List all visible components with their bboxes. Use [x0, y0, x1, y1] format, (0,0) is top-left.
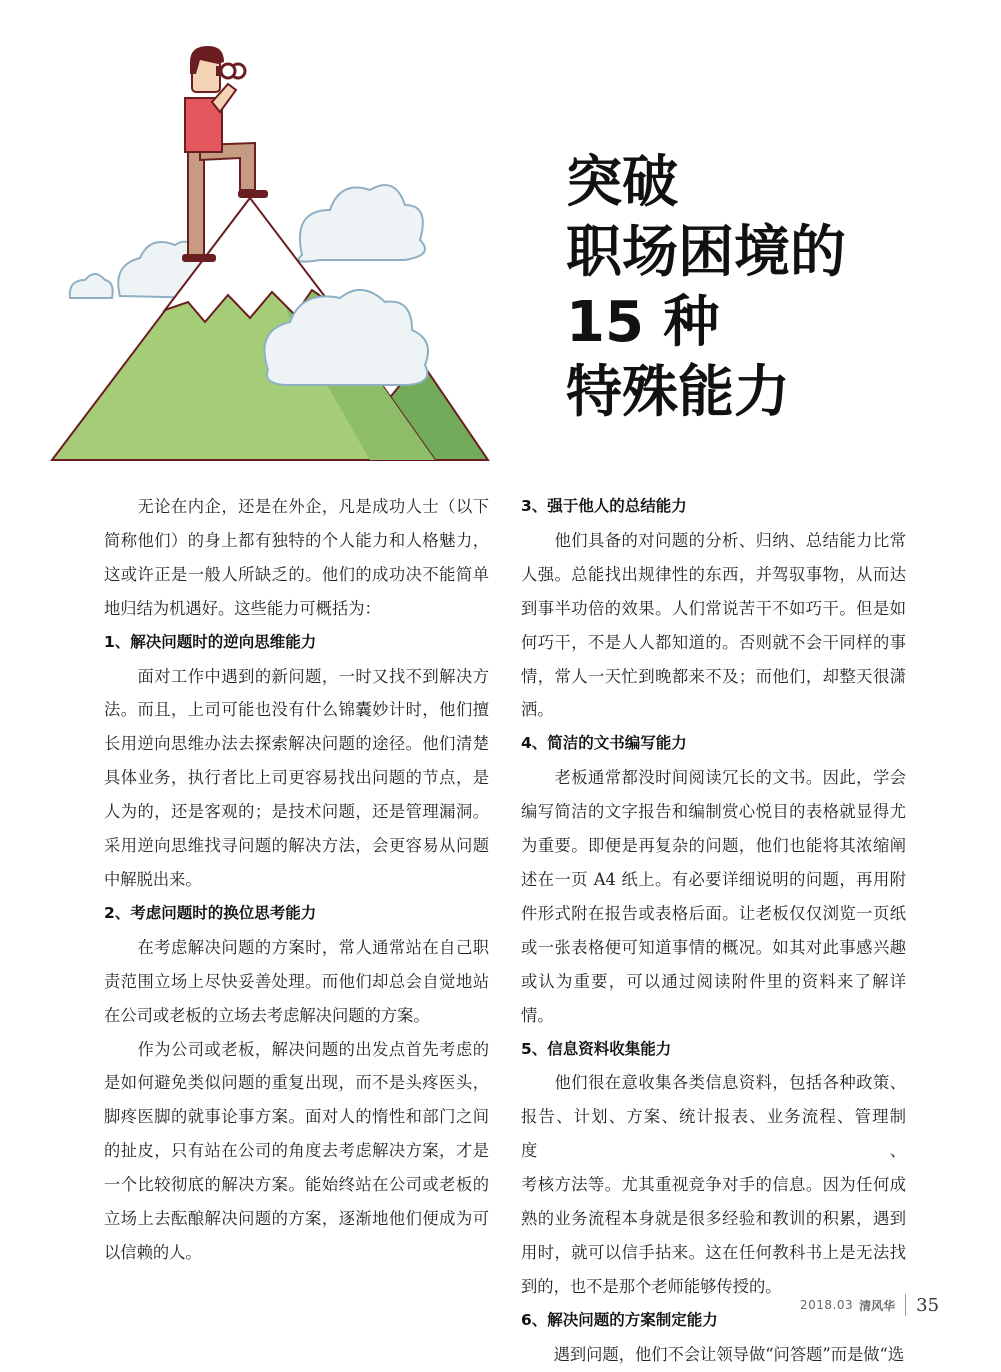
- paragraph: [104, 931, 489, 1033]
- text-line: 脚疼医脚的就事论事方案。面对人的惰性和部门之间: [104, 1107, 489, 1127]
- text-line: 用时，就可以信手拈来。这在任何教科书上是无法找: [521, 1242, 906, 1262]
- page-number: 35: [916, 1294, 940, 1316]
- text-line: 何巧干，不是人人都知道的。否则就不会干同样的事: [521, 632, 906, 652]
- issue-date: 2018.03: [800, 1298, 854, 1312]
- text-line: 作为公司或老板，解决问题的出发点首先考虑的: [104, 1039, 489, 1059]
- section-heading: 6、解决问题的方案制定能力: [521, 1310, 718, 1329]
- text-line: 法。而且，上司可能也没有什么锦囊妙计时，他们擅: [104, 700, 489, 720]
- text-line: 老板通常都没时间阅读冗长的文书。因此，学会: [521, 768, 906, 788]
- text-line: 无论在内企，还是在外企，凡是成功人士（以下: [104, 497, 489, 516]
- text-line: 人强。总能找出规律性的东西，并驾驭事物，从而达: [521, 564, 906, 584]
- paragraph: [104, 660, 489, 897]
- text-line: 中解脱出来。: [104, 869, 202, 889]
- paragraph: [521, 524, 906, 727]
- text-line: 为重要。即便是再复杂的问题，他们也能将其浓缩阐: [521, 836, 906, 856]
- text-line: 报告、计划、方案、统计报表、业务流程、管理制度、: [521, 1107, 906, 1161]
- text-line: 到的，也不是那个老师能够传授的。: [521, 1276, 782, 1296]
- text-line: 采用逆向思维找寻问题的解决方法，会更容易从问题: [104, 836, 489, 856]
- text-line: 责范围立场上尽快妥善处理。而他们却总会自觉地站: [104, 971, 489, 991]
- title-line: 职场困境的: [566, 220, 846, 285]
- text-line: 件形式附在报告或表格后面。让老板仅仅浏览一页纸: [521, 903, 906, 923]
- text-line: 人为的，还是客观的；是技术问题，还是管理漏洞。: [104, 802, 489, 822]
- text-line: 长用逆向思维办法去探索解决问题的途径。他们清楚: [104, 734, 489, 754]
- text-line: 述在一页 A4 纸上。有必要详细说明的问题，再用附: [521, 869, 906, 889]
- mountain-illustration: [40, 40, 500, 470]
- text-line: 一个比较彻底的解决方案。能始终站在公司或老板的: [104, 1175, 489, 1195]
- text-line: 是如何避免类似问题的重复出现，而不是头疼医头，: [104, 1073, 489, 1093]
- text-line: 的扯皮，只有站在公司的角度去考虑解决方案，才是: [104, 1141, 489, 1161]
- section-heading: 5、信息资料收集能力: [521, 1039, 672, 1058]
- right-column: [521, 490, 906, 1372]
- paragraph: [521, 1066, 906, 1303]
- section-heading: 1、解决问题时的逆向思维能力: [104, 632, 317, 651]
- text-line: 这或许正是一般人所缺乏的。他们的成功决不能简单: [104, 564, 489, 584]
- title-line: 15 种: [566, 290, 720, 355]
- left-column: [104, 490, 489, 1270]
- article-title: [566, 148, 846, 428]
- text-line: 考核方法等。尤其重视竞争对手的信息。因为任何成: [521, 1175, 906, 1195]
- title-line: 突破: [566, 150, 678, 215]
- text-line: 面对工作中遇到的新问题，一时又找不到解决方: [104, 666, 489, 686]
- footer-divider: [905, 1294, 906, 1316]
- text-line: 遇到问题，他们不会让领导做“问答题”而是做“选: [521, 1344, 905, 1364]
- text-line: 具体业务，执行者比上司更容易找出问题的节点，是: [104, 768, 489, 788]
- text-line: 到事半功倍的效果。人们常说苦干不如巧干。但是如: [521, 598, 906, 618]
- text-line: 情，常人一天忙到晚都来不及；而他们，却整天很潇洒。: [521, 666, 906, 720]
- text-line: 或一张表格便可知道事情的概况。如其对此事感兴趣: [521, 937, 906, 957]
- section-heading: 4、简洁的文书编写能力: [521, 734, 687, 753]
- paragraph: [104, 490, 489, 626]
- text-line: 或认为重要，可以通过阅读附件里的资料来了解详情。: [521, 971, 906, 1025]
- title-line: 特殊能力: [566, 360, 790, 425]
- text-line: 他们很在意收集各类信息资料，包括各种政策、: [521, 1073, 906, 1093]
- text-line: 以信赖的人。: [104, 1242, 202, 1262]
- text-line: 编写简洁的文字报告和编制赏心悦目的表格就显得尤: [521, 802, 906, 822]
- text-line: 地归结为机遇好。这些能力可概括为：: [104, 598, 381, 618]
- cloud-icon: [70, 274, 113, 298]
- text-line: 立场上去酝酿解决问题的方案，逐渐地他们便成为可: [104, 1209, 489, 1229]
- section-heading: 3、强于他人的总结能力: [521, 497, 687, 515]
- paragraph: [521, 1338, 906, 1372]
- cloud-icon: [299, 185, 425, 262]
- text-line: 他们具备的对问题的分析、归纳、总结能力比常: [521, 530, 906, 550]
- text-line: 熟的业务流程本身就是很多经验和教训的积累，遇到: [521, 1209, 906, 1229]
- text-line: 简称他们）的身上都有独特的个人能力和人格魅力，: [104, 530, 489, 550]
- paragraph: [521, 761, 906, 1032]
- section-heading: 2、考虑问题时的换位思考能力: [104, 903, 317, 922]
- magazine-brand: 清风华: [859, 1298, 896, 1313]
- text-line: 在公司或老板的立场去考虑解决问题的方案。: [104, 1005, 430, 1025]
- page-footer: [800, 1293, 939, 1317]
- paragraph: [104, 1033, 489, 1270]
- text-line: 在考虑解决问题的方案时，常人通常站在自己职: [104, 937, 489, 957]
